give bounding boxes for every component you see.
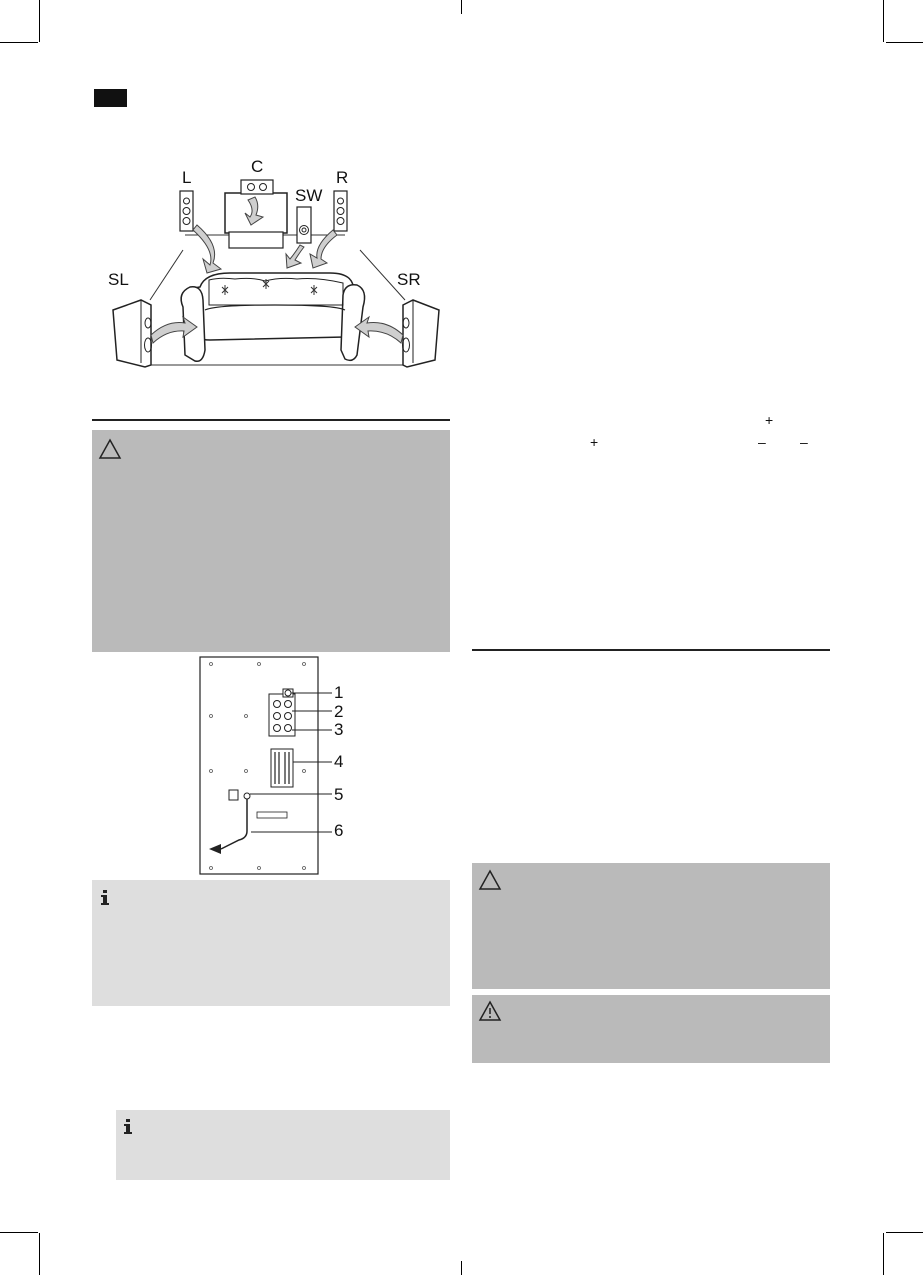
section-rule-right-1 bbox=[472, 649, 830, 651]
callout-5: 5 bbox=[334, 785, 344, 804]
info-icon bbox=[100, 890, 110, 906]
callout-6: 6 bbox=[334, 821, 344, 840]
warning-triangle-icon bbox=[479, 870, 501, 890]
crop-mark-br-v bbox=[883, 1233, 884, 1275]
caution-triangle-icon bbox=[479, 1001, 501, 1021]
section-rule-left-1 bbox=[92, 419, 450, 421]
crop-mark-tc bbox=[461, 0, 462, 14]
rear-panel-diagram bbox=[199, 656, 359, 876]
callout-4: 4 bbox=[334, 752, 344, 771]
polarity-minus-2: – bbox=[800, 434, 808, 450]
warning-box-1 bbox=[92, 430, 450, 652]
label-surround-left: SL bbox=[108, 270, 129, 289]
polarity-minus-1: – bbox=[758, 434, 766, 450]
warning-box-2 bbox=[472, 863, 830, 989]
speaker-layout-drawing bbox=[105, 155, 450, 375]
info-box-2 bbox=[116, 1110, 450, 1180]
crop-mark-br-h bbox=[886, 1232, 923, 1233]
crop-mark-bc bbox=[461, 1261, 462, 1275]
crop-mark-tr-v bbox=[883, 0, 884, 42]
caution-box bbox=[472, 995, 830, 1063]
crop-mark-tl-h bbox=[0, 42, 38, 43]
polarity-plus-1: + bbox=[765, 412, 774, 428]
crop-mark-bl-h bbox=[0, 1232, 38, 1233]
crop-mark-tr-h bbox=[886, 42, 923, 43]
label-center: C bbox=[251, 157, 264, 176]
polarity-plus-2: + bbox=[590, 434, 599, 450]
label-left: L bbox=[182, 168, 192, 187]
label-surround-right: SR bbox=[397, 270, 421, 289]
speaker-layout-diagram bbox=[105, 155, 450, 375]
crop-mark-tl-v bbox=[39, 0, 40, 42]
warning-triangle-icon bbox=[99, 439, 121, 459]
info-icon bbox=[123, 1119, 133, 1135]
label-right: R bbox=[336, 168, 349, 187]
callout-3: 3 bbox=[334, 720, 344, 739]
crop-mark-bl-v bbox=[39, 1233, 40, 1275]
callout-2: 2 bbox=[334, 702, 344, 721]
info-box-1 bbox=[92, 880, 450, 1006]
language-tab bbox=[94, 89, 127, 107]
label-subwoofer: SW bbox=[295, 186, 323, 205]
callout-1: 1 bbox=[334, 683, 344, 702]
